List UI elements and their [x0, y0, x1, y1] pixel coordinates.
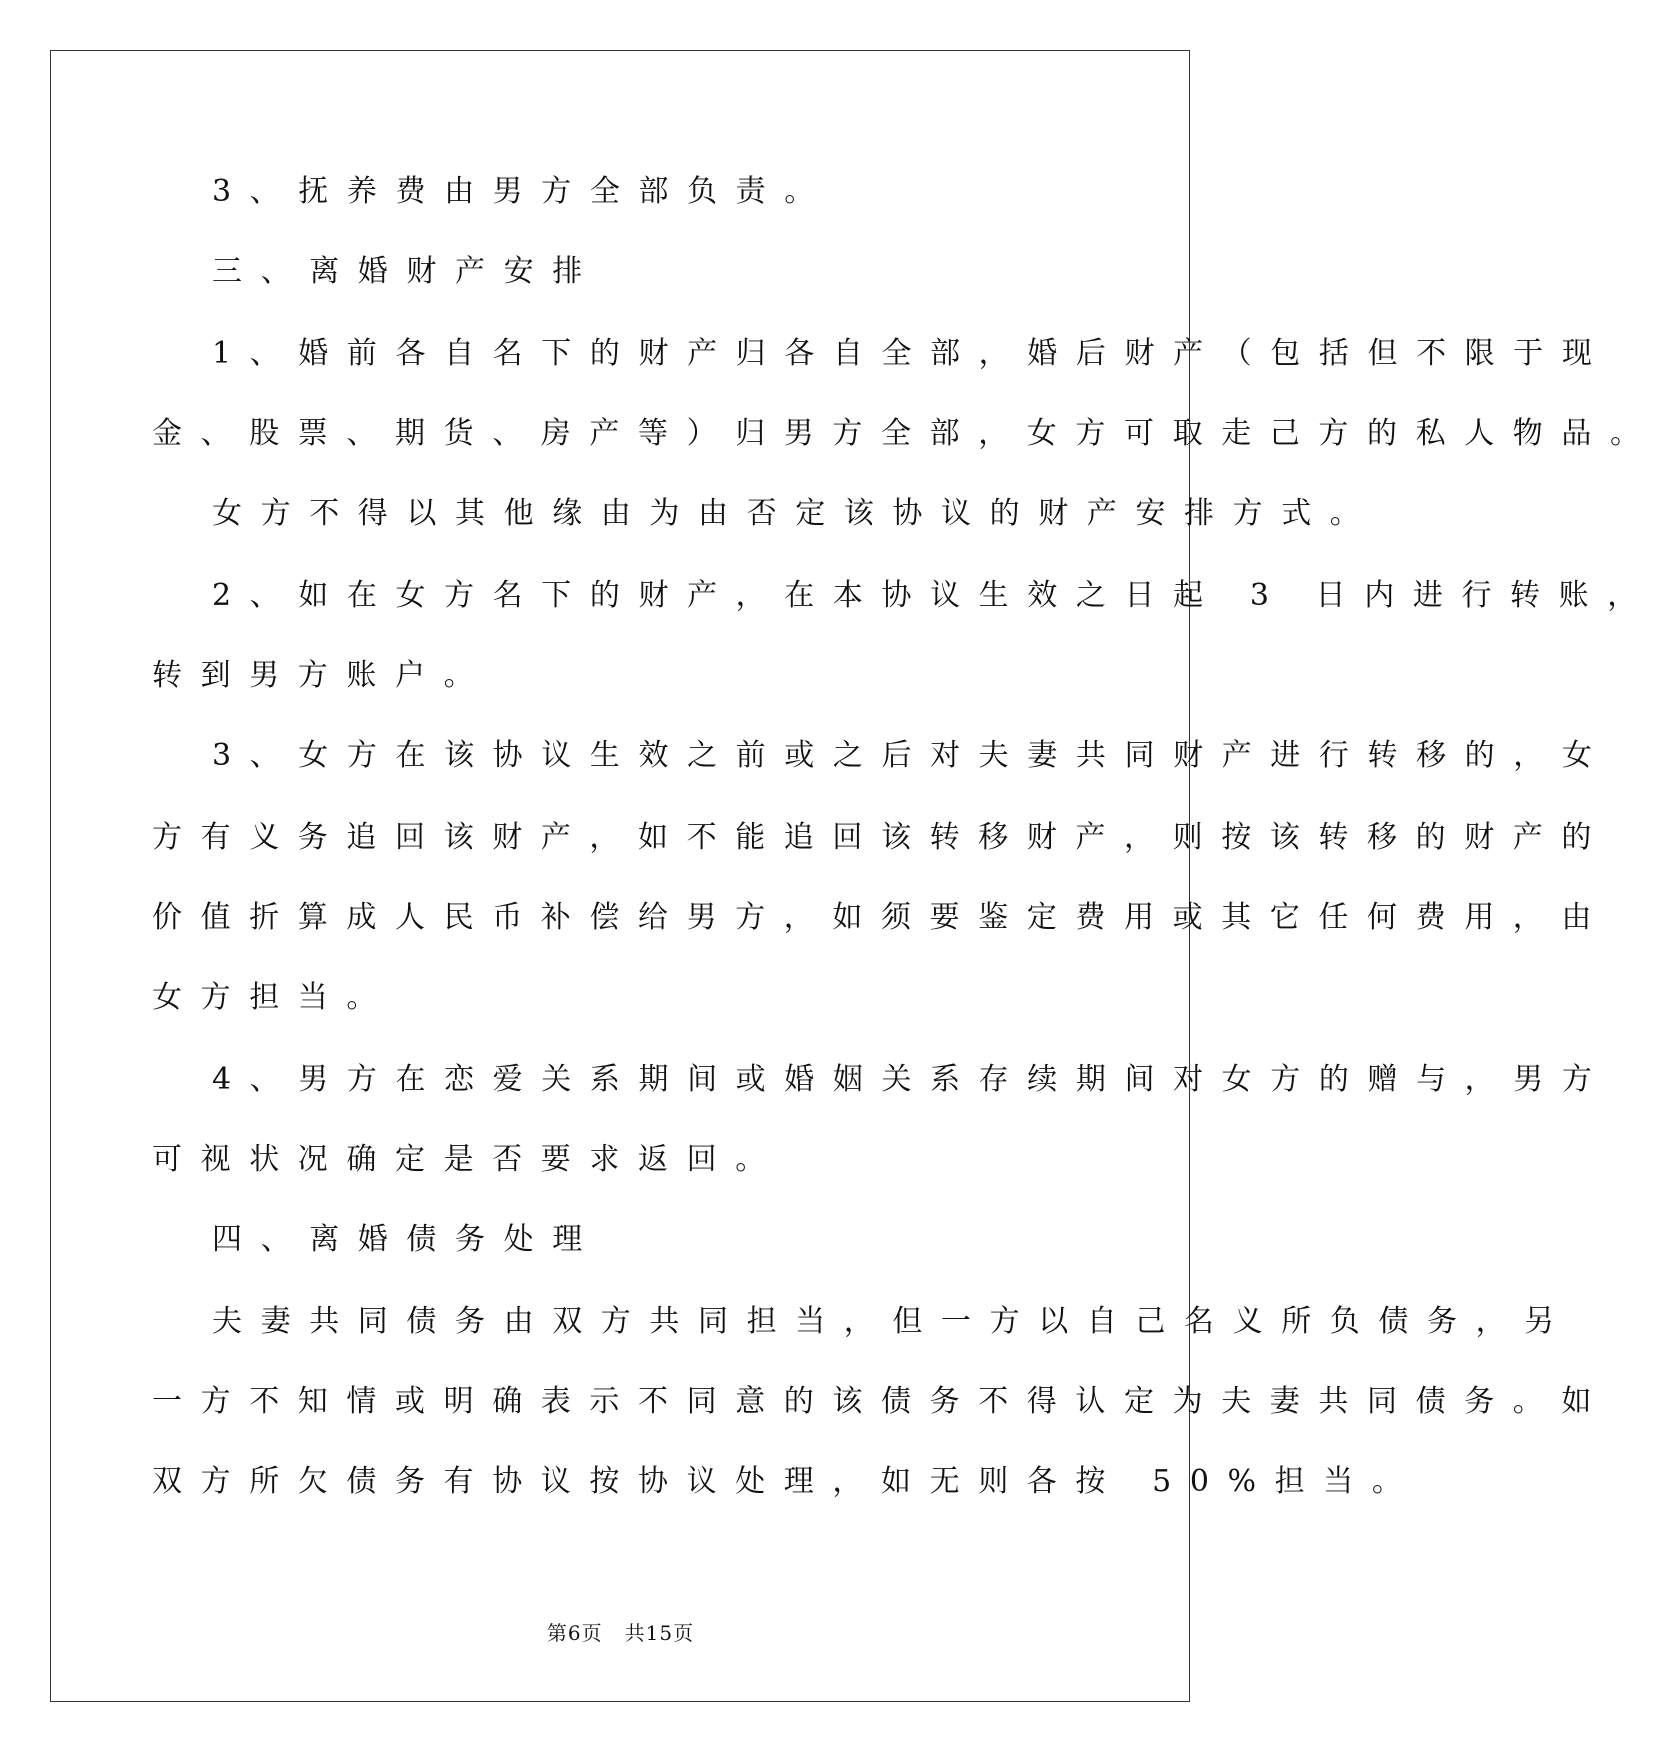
- text-line: 方有义务追回该财产，如不能追回该转移财产，则按该转移的财产的: [152, 820, 1610, 855]
- text-line: 3、女方在该协议生效之前或之后对夫妻共同财产进行转移的，女: [212, 738, 1611, 773]
- text-line: 价值折算成人民币补偿给男方，如须要鉴定费用或其它任何费用，由: [152, 900, 1610, 935]
- text-line: 可视状况确定是否要求返回。: [152, 1142, 784, 1177]
- page-number-total: 共15页: [624, 1621, 695, 1645]
- text-line: 1、婚前各自名下的财产归各自全部，婚后财产（包括但不限于现: [212, 336, 1611, 371]
- text-line: 双方所欠债务有协议按协议处理，如无则各按 50%担当。: [152, 1464, 1421, 1499]
- text-line: 女方不得以其他缘由为由否定该协议的财产安排方式。: [212, 496, 1379, 531]
- section-heading: 三、离婚财产安排: [212, 254, 601, 289]
- page-border: [50, 50, 1190, 1702]
- section-heading: 四、离婚债务处理: [212, 1222, 601, 1257]
- text-line: 4、男方在恋爱关系期间或婚姻关系存续期间对女方的赠与，男方: [212, 1062, 1611, 1097]
- page-footer: [0, 1620, 1241, 1646]
- text-line: 2、如在女方名下的财产，在本协议生效之日起 3 日内进行转账，: [212, 578, 1656, 613]
- text-line: 一方不知情或明确表示不同意的该债务不得认定为夫妻共同债务。如: [152, 1384, 1610, 1419]
- text-line: 金、股票、期货、房产等）归男方全部，女方可取走己方的私人物品。: [152, 416, 1659, 451]
- text-line: 转到男方账户。: [152, 658, 493, 693]
- text-line: 夫妻共同债务由双方共同担当，但一方以自己名义所负债务，另: [212, 1304, 1573, 1339]
- text-line: 女方担当。: [152, 980, 395, 1015]
- page-number-current: 第6页: [546, 1621, 603, 1645]
- text-line: 3、抚养费由男方全部负责。: [212, 174, 833, 209]
